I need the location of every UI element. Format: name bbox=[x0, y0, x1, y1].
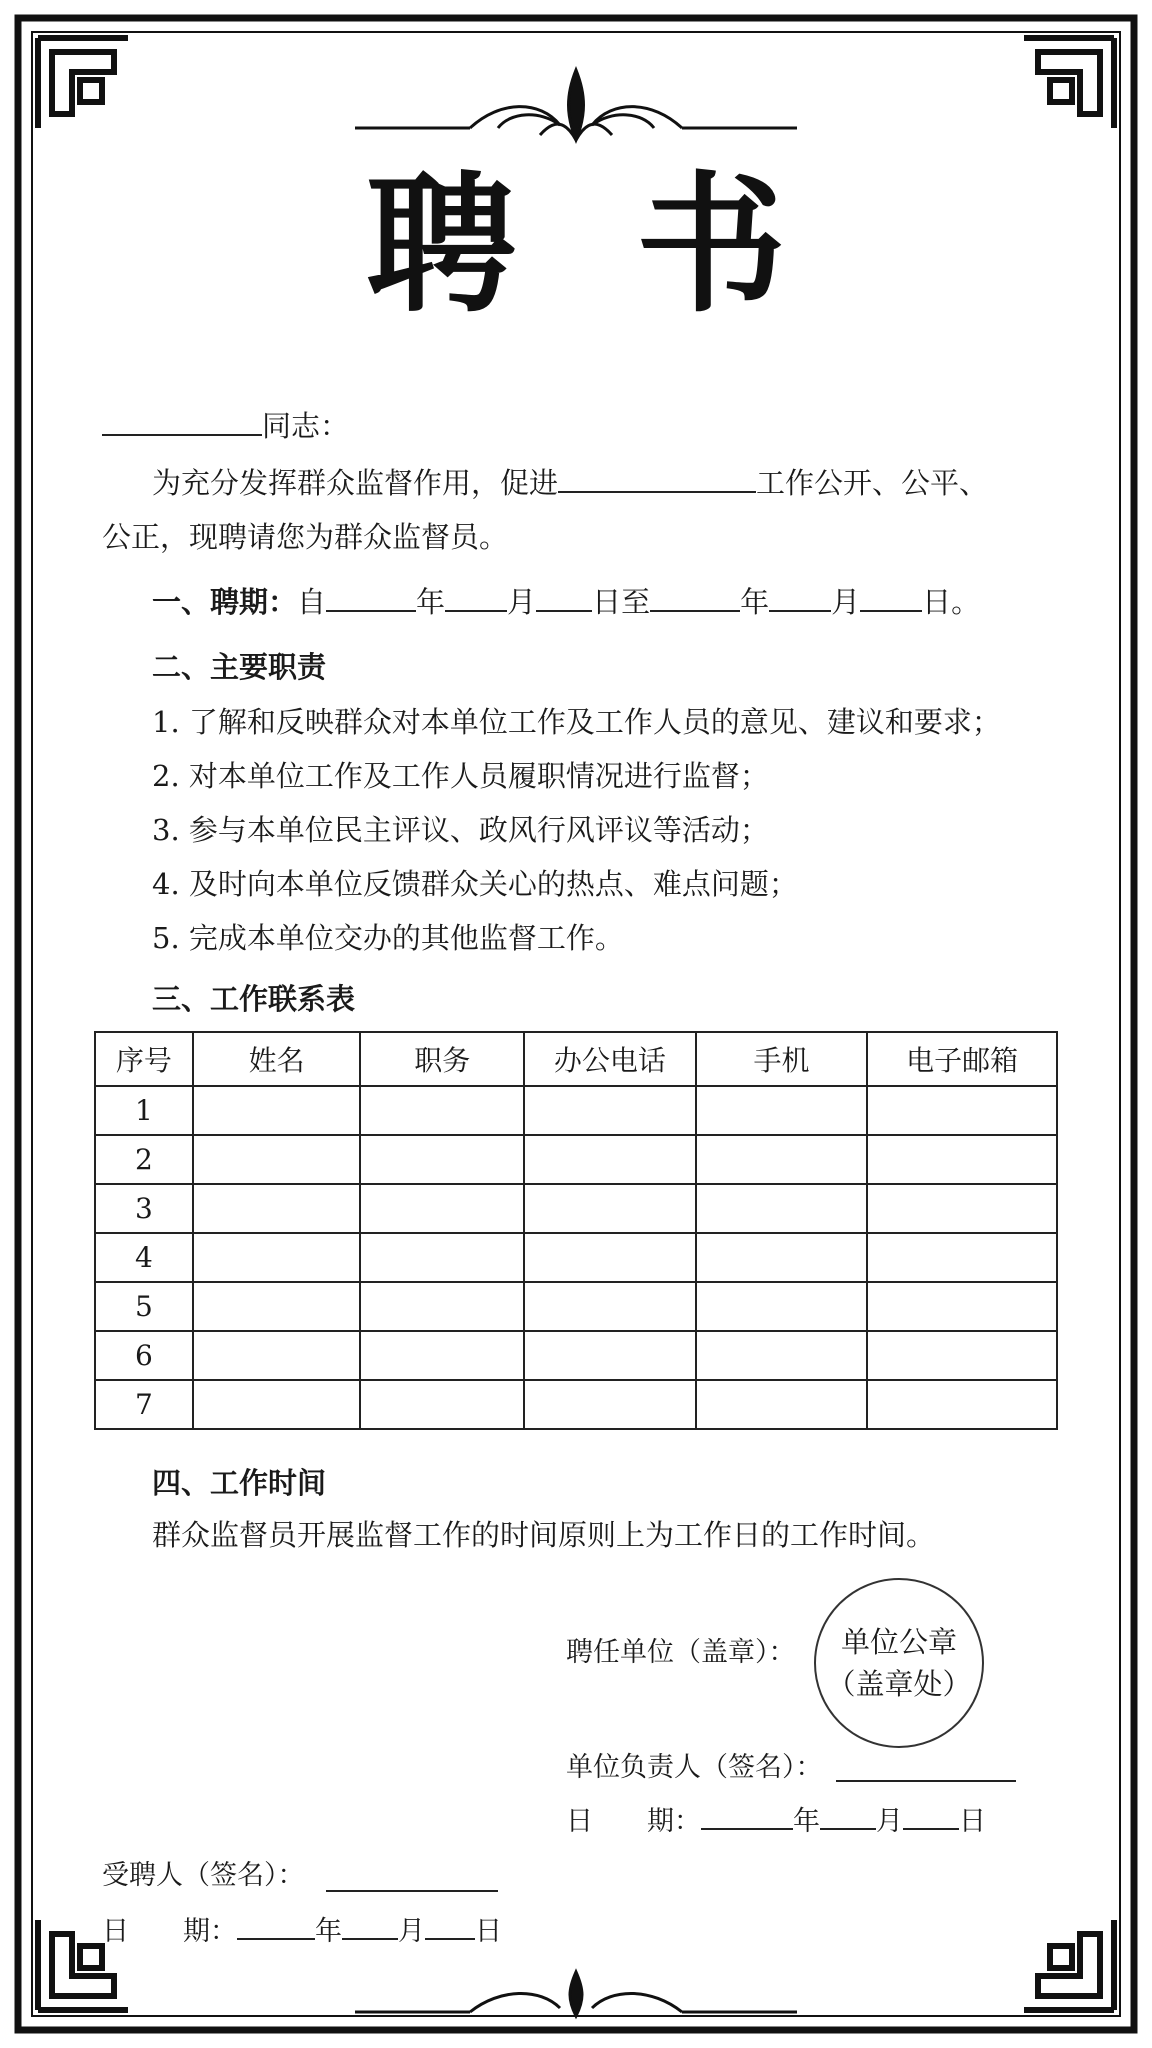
header-cell: 姓名 bbox=[193, 1032, 361, 1086]
office-phone-cell[interactable] bbox=[524, 1135, 696, 1184]
appointee-year-blank[interactable] bbox=[237, 1912, 315, 1940]
term-month-text: 月 bbox=[507, 585, 537, 619]
salutation-line bbox=[102, 408, 349, 444]
email-cell[interactable] bbox=[867, 1184, 1057, 1233]
office-phone-cell[interactable] bbox=[524, 1282, 696, 1331]
appointee-month-blank[interactable] bbox=[342, 1912, 398, 1940]
document-title: 聘书 bbox=[365, 157, 906, 333]
intro-text-2: 工作公开、公平、 bbox=[756, 466, 989, 500]
table-row bbox=[95, 1233, 1057, 1282]
row-number: 6 bbox=[95, 1331, 193, 1380]
header-cell: 办公电话 bbox=[524, 1032, 696, 1086]
contacts-heading: 三、工作联系表 bbox=[152, 982, 356, 1016]
name-cell[interactable] bbox=[193, 1184, 361, 1233]
intro-text-1: 为充分发挥群众监督作用，促进 bbox=[152, 466, 559, 500]
header-cell: 序号 bbox=[95, 1032, 193, 1086]
worktime-heading: 四、工作时间 bbox=[152, 1466, 327, 1500]
position-cell[interactable] bbox=[360, 1086, 524, 1135]
employer-date-line bbox=[566, 1802, 986, 1838]
term-label: 一、聘期： bbox=[152, 585, 298, 619]
row-number: 5 bbox=[95, 1282, 193, 1331]
row-number: 4 bbox=[95, 1233, 193, 1282]
employer-day-text: 日 bbox=[959, 1806, 986, 1837]
mobile-cell[interactable] bbox=[696, 1086, 868, 1135]
term-dayend-text: 日。 bbox=[922, 585, 981, 619]
work-field-blank[interactable] bbox=[558, 465, 756, 493]
seal-placeholder[interactable] bbox=[814, 1578, 984, 1748]
employer-year-text: 年 bbox=[793, 1806, 820, 1837]
duty-item: 4. 及时向本单位反馈群众关心的热点、难点问题； bbox=[152, 867, 798, 901]
term-start-month-blank[interactable] bbox=[445, 584, 507, 612]
appointee-day-blank[interactable] bbox=[425, 1912, 475, 1940]
position-cell[interactable] bbox=[360, 1282, 524, 1331]
term-end-year-blank[interactable] bbox=[650, 584, 740, 612]
mobile-cell[interactable] bbox=[696, 1282, 868, 1331]
header-cell: 手机 bbox=[696, 1032, 868, 1086]
employer-month-text: 月 bbox=[876, 1806, 903, 1837]
intro-line-1 bbox=[152, 465, 988, 501]
appointee-date-label: 日 期： bbox=[102, 1916, 237, 1947]
name-cell[interactable] bbox=[193, 1086, 361, 1135]
employer-date-label: 日 期： bbox=[566, 1806, 701, 1837]
name-cell[interactable] bbox=[193, 1233, 361, 1282]
header-cell: 职务 bbox=[360, 1032, 524, 1086]
name-cell[interactable] bbox=[193, 1135, 361, 1184]
intro-line-2: 公正，现聘请您为群众监督员。 bbox=[102, 520, 509, 554]
mobile-cell[interactable] bbox=[696, 1233, 868, 1282]
top-flourish bbox=[355, 70, 797, 140]
email-cell[interactable] bbox=[867, 1380, 1057, 1429]
position-cell[interactable] bbox=[360, 1380, 524, 1429]
term-start-year-blank[interactable] bbox=[326, 584, 416, 612]
email-cell[interactable] bbox=[867, 1233, 1057, 1282]
name-cell[interactable] bbox=[193, 1282, 361, 1331]
employer-unit-label: 聘任单位（盖章）： bbox=[566, 1637, 796, 1668]
worktime-text: 群众监督员开展监督工作的时间原则上为工作日的工作时间。 bbox=[152, 1518, 936, 1552]
table-row bbox=[95, 1086, 1057, 1135]
email-cell[interactable] bbox=[867, 1086, 1057, 1135]
mobile-cell[interactable] bbox=[696, 1380, 868, 1429]
term-year-text: 年 bbox=[416, 585, 446, 619]
row-number: 2 bbox=[95, 1135, 193, 1184]
mobile-cell[interactable] bbox=[696, 1135, 868, 1184]
position-cell[interactable] bbox=[360, 1135, 524, 1184]
mobile-cell[interactable] bbox=[696, 1331, 868, 1380]
table-row bbox=[95, 1135, 1057, 1184]
email-cell[interactable] bbox=[867, 1282, 1057, 1331]
term-year2-text: 年 bbox=[740, 585, 770, 619]
leader-sign-line[interactable] bbox=[836, 1780, 1016, 1782]
term-start-day-blank[interactable] bbox=[536, 584, 592, 612]
office-phone-cell[interactable] bbox=[524, 1331, 696, 1380]
row-number: 7 bbox=[95, 1380, 193, 1429]
employer-year-blank[interactable] bbox=[701, 1802, 793, 1830]
term-end-day-blank[interactable] bbox=[860, 584, 922, 612]
table-row bbox=[95, 1380, 1057, 1429]
bottom-flourish bbox=[355, 1972, 797, 2016]
mobile-cell[interactable] bbox=[696, 1184, 868, 1233]
position-cell[interactable] bbox=[360, 1184, 524, 1233]
table-row bbox=[95, 1184, 1057, 1233]
term-from: 自 bbox=[297, 585, 327, 619]
appointee-sign-line[interactable] bbox=[326, 1890, 498, 1892]
term-month2-text: 月 bbox=[831, 585, 861, 619]
table-row bbox=[95, 1331, 1057, 1380]
position-cell[interactable] bbox=[360, 1233, 524, 1282]
office-phone-cell[interactable] bbox=[524, 1086, 696, 1135]
seal-line-2: （盖章处） bbox=[826, 1667, 972, 1701]
term-dayto-text: 日至 bbox=[592, 585, 651, 619]
position-cell[interactable] bbox=[360, 1331, 524, 1380]
appointee-year-text: 年 bbox=[315, 1916, 342, 1947]
duty-item: 3. 参与本单位民主评议、政风行风评议等活动； bbox=[152, 813, 769, 847]
term-line bbox=[152, 584, 980, 620]
name-cell[interactable] bbox=[193, 1380, 361, 1429]
duty-item: 2. 对本单位工作及工作人员履职情况进行监督； bbox=[152, 759, 769, 793]
email-cell[interactable] bbox=[867, 1331, 1057, 1380]
employer-day-blank[interactable] bbox=[903, 1802, 959, 1830]
appointee-date-line bbox=[102, 1912, 502, 1948]
email-cell[interactable] bbox=[867, 1135, 1057, 1184]
header-cell: 电子邮箱 bbox=[867, 1032, 1057, 1086]
seal-line-1: 单位公章 bbox=[840, 1624, 957, 1659]
duty-item: 1. 了解和反映群众对本单位工作及工作人员的意见、建议和要求； bbox=[152, 705, 1001, 739]
employer-month-blank[interactable] bbox=[820, 1802, 876, 1830]
name-cell[interactable] bbox=[193, 1331, 361, 1380]
term-end-month-blank[interactable] bbox=[769, 584, 831, 612]
table-header-row bbox=[95, 1032, 1057, 1086]
duty-item: 5. 完成本单位交办的其他监督工作。 bbox=[152, 921, 624, 955]
contact-table bbox=[94, 1031, 1058, 1430]
leader-sign-label: 单位负责人（签名）： bbox=[566, 1752, 823, 1783]
appointee-sign-label: 受聘人（签名）： bbox=[102, 1860, 305, 1891]
row-number: 3 bbox=[95, 1184, 193, 1233]
salutation-text: 同志： bbox=[262, 409, 350, 443]
appointee-month-text: 月 bbox=[398, 1916, 425, 1947]
office-phone-cell[interactable] bbox=[524, 1233, 696, 1282]
row-number: 1 bbox=[95, 1086, 193, 1135]
appointee-day-text: 日 bbox=[475, 1916, 502, 1947]
duties-heading: 二、主要职责 bbox=[152, 650, 327, 684]
table-row bbox=[95, 1282, 1057, 1331]
office-phone-cell[interactable] bbox=[524, 1380, 696, 1429]
name-blank[interactable] bbox=[102, 408, 262, 436]
office-phone-cell[interactable] bbox=[524, 1184, 696, 1233]
